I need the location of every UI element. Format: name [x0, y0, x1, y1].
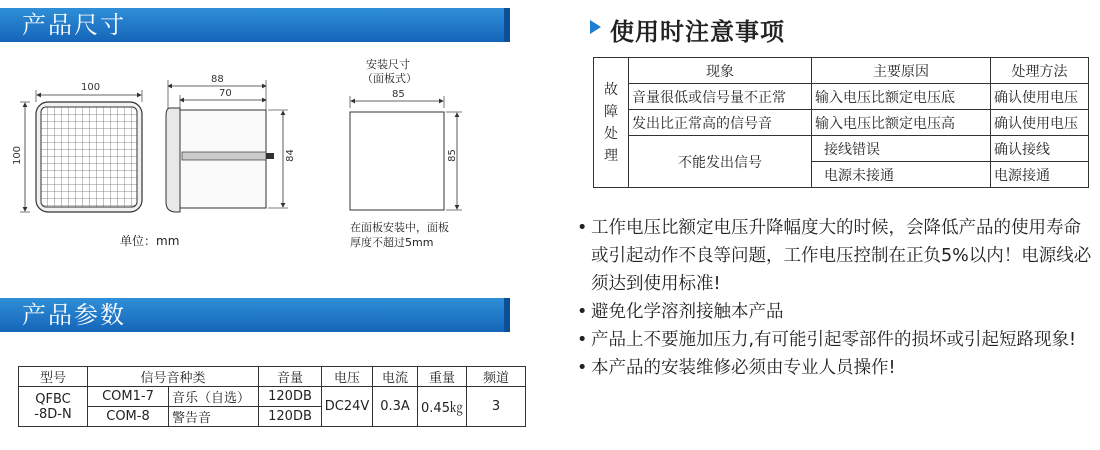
sound-cell: 警告音	[169, 407, 259, 427]
channels-cell: 3	[467, 387, 526, 427]
header-channels: 频道	[467, 367, 526, 387]
front-height-label: 100	[12, 145, 24, 166]
params-banner	[0, 298, 510, 332]
header-current: 电流	[373, 367, 418, 387]
fix-cell: 确认使用电压	[991, 110, 1089, 136]
weight-cell: 0.45㎏	[418, 387, 467, 427]
fix-cell: 确认使用电压	[991, 84, 1089, 110]
header-phenomenon: 现象	[629, 58, 812, 84]
table-row	[594, 84, 1089, 110]
cause-cell: 接线错误	[812, 136, 991, 162]
front-view	[20, 90, 142, 212]
dimensions-title: 产品尺寸	[22, 11, 126, 39]
params-title: 产品参数	[22, 301, 126, 329]
phenomenon-cell: 不能发出信号	[629, 136, 812, 188]
header-model: 型号	[19, 367, 88, 387]
cause-cell: 电源未接通	[812, 162, 991, 188]
side-total-label: 88	[211, 74, 224, 85]
panel-width-label: 85	[392, 89, 405, 100]
bullet-icon: •	[577, 302, 588, 322]
header-fix: 处理方法	[991, 58, 1089, 84]
model-line2: -8D-N	[34, 406, 72, 422]
list-item: • 工作电压比额定电压升降幅度大的时候，会降低产品的使用寿命或引起动作不良等问题，工作电压控制在正负5%以内！电源线必须达到使用标准!	[577, 214, 1092, 298]
side-height-label: 84	[284, 149, 296, 162]
code-cell: COM-8	[88, 407, 169, 427]
cause-cell: 输入电压比额定电压底	[812, 84, 991, 110]
header-volume: 音量	[259, 367, 322, 387]
side-inner-label: 70	[219, 88, 232, 99]
fix-cell: 确认接线	[991, 136, 1089, 162]
sound-cell: 音乐（自选）	[169, 387, 259, 407]
panel-cutout-view	[350, 96, 462, 210]
table-row	[19, 387, 526, 407]
panel-title-line1: 安装尺寸	[366, 58, 410, 71]
table-row	[594, 136, 1089, 162]
panel-title-line2: （面板式）	[362, 72, 417, 85]
bullet-icon: •	[577, 358, 588, 378]
bullet-icon: •	[577, 218, 588, 238]
triangle-icon	[590, 20, 601, 34]
volume-cell: 120DB	[259, 407, 322, 427]
phenomenon-cell: 发出比正常高的信号音	[629, 110, 812, 136]
model-line1: QFBC	[35, 391, 71, 407]
front-width-label: 100	[81, 82, 101, 93]
bullet-icon: •	[577, 330, 588, 350]
spec-header-row	[19, 367, 526, 387]
notice-title: 使用时注意事项	[610, 18, 785, 46]
unit-label: 单位：mm	[120, 234, 180, 248]
panel-note-line2: 厚度不超过5mm	[350, 236, 434, 249]
header-cause: 主要原因	[812, 58, 991, 84]
fix-cell: 电源接通	[991, 162, 1089, 188]
fault-side-label: 故 障 处 理	[594, 58, 629, 188]
header-voltage: 电压	[322, 367, 373, 387]
spec-table	[18, 366, 526, 427]
list-item: • 本产品的安装维修必须由专业人员操作!	[577, 354, 1092, 382]
header-weight: 重量	[418, 367, 467, 387]
list-item: • 产品上不要施加压力,有可能引起零部件的损坏或引起短路现象!	[577, 326, 1092, 354]
table-row	[594, 110, 1089, 136]
model-cell	[19, 387, 88, 427]
side-view	[166, 80, 288, 212]
current-cell: 0.3A	[373, 387, 418, 427]
panel-height-label: 85	[446, 149, 458, 162]
notice-bullets	[577, 214, 1092, 382]
panel-note-line1: 在面板安装中，面板	[350, 221, 449, 234]
code-cell: COM1-7	[88, 387, 169, 407]
fault-header-row	[594, 58, 1089, 84]
cause-cell: 输入电压比额定电压高	[812, 110, 991, 136]
dimension-drawings	[0, 0, 560, 260]
header-sound: 信号音种类	[88, 367, 259, 387]
phenomenon-cell: 音量很低或信号量不正常	[629, 84, 812, 110]
list-item: • 避免化学溶剂接触本产品	[577, 298, 1092, 326]
volume-cell: 120DB	[259, 387, 322, 407]
voltage-cell: DC24V	[322, 387, 373, 427]
fault-table	[593, 57, 1089, 188]
